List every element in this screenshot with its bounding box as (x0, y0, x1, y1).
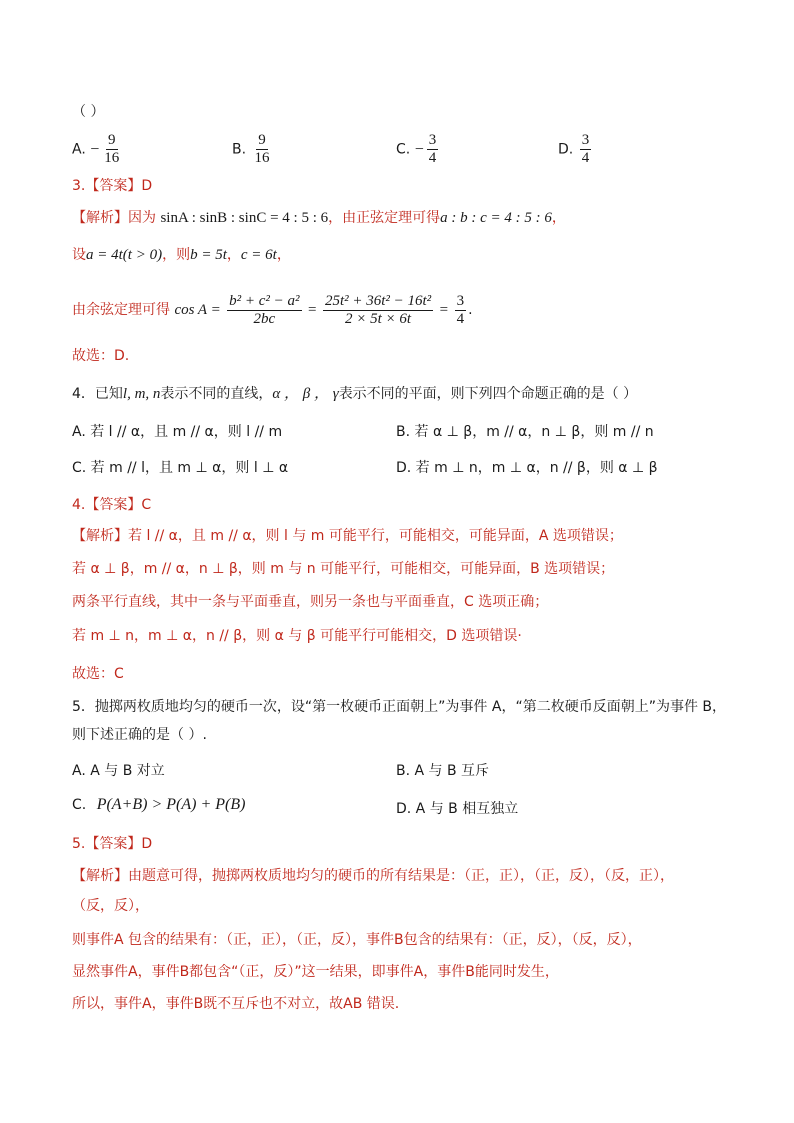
denominator: 4 (456, 310, 465, 327)
a5-answer-tag: 5.【答案】D (72, 836, 153, 852)
numerator: 3 (456, 292, 465, 309)
text: ，则 (162, 247, 191, 263)
q5-stem-line-1: 5．抛掷两枚质地均匀的硬币一次，设“第一枚硬币正面朝上”为事件 A，“第二枚硬币反面朝上”为事件 B， (72, 699, 726, 715)
a3-answer-tag: 3.【答案】D (72, 178, 153, 194)
text: 4．已知 (72, 386, 123, 402)
math: c = 6t (240, 247, 277, 263)
numerator: 25t² + 36t² − 16t² (324, 292, 432, 309)
minus-sign: − (90, 140, 100, 158)
fraction-result (455, 293, 467, 328)
text: 设 (72, 247, 86, 263)
a3-line-3 (72, 290, 473, 330)
option-letter: A. (72, 141, 86, 158)
fraction-cosine-law (227, 293, 301, 328)
fraction (253, 132, 272, 167)
text: ， (551, 210, 566, 226)
q5-stem-line-2: 则下述正确的是（ ）. (72, 727, 207, 743)
a3-line-2 (72, 245, 291, 265)
q4-stem (72, 384, 637, 404)
q5-option-a: A. A 与 B 对立 (72, 763, 165, 779)
text: 表示不同的直线， (160, 386, 273, 402)
fraction-substituted (323, 293, 433, 328)
math: b = 5t (190, 247, 227, 263)
q2-option-a (72, 132, 123, 167)
q2-answer-paren: （ ） (72, 104, 105, 120)
a4-line-4: 若 m ⊥ n，m ⊥ α，n // β，则 α 与 β 可能平行可能相交，D 选项错误· (72, 628, 522, 644)
a4-line-2: 若 α ⊥ β，m // α，n ⊥ β，则 m 与 n 可能平行，可能相交，可能异面，B 选项错误； (72, 561, 615, 577)
q5-option-b: B. A 与 B 互斥 (396, 763, 490, 779)
a5-line-1 (72, 866, 674, 886)
analysis-tag: 【解析】 (72, 868, 128, 884)
option-letter: C. (72, 797, 87, 813)
math: cos A = (174, 302, 221, 318)
fraction (102, 132, 121, 167)
q4-option-c: C. 若 m // l，且 m ⊥ α，则 l ⊥ α (72, 460, 289, 476)
q5-option-c (72, 796, 245, 814)
text: 若 l // α，且 m // α，则 l 与 m 可能平行，可能相交，可能异面，A 选项错误； (128, 528, 623, 544)
a5-line-5: 所以，事件A，事件B既不互斥也不对立，故AB 错误. (72, 996, 400, 1012)
text: ， (276, 247, 291, 263)
a4-line-3: 两条平行直线，其中一条与平面垂直，则另一条也与平面垂直，C 选项正确； (72, 594, 549, 610)
a3-line-1 (72, 208, 566, 228)
a4-conclusion: 故选：C (72, 666, 124, 682)
numerator: 9 (258, 132, 266, 148)
numerator: 9 (108, 132, 116, 148)
denominator: 16 (104, 150, 120, 166)
q5-option-d: D. A 与 B 相互独立 (396, 801, 519, 817)
q2-option-b (232, 132, 274, 167)
denominator: 4 (428, 150, 437, 166)
text: 由题意可得，抛掷两枚质地均匀的硬币的所有结果是：（正，正），（正，反），（反，正）， (128, 868, 674, 884)
text: ，由正弦定理可得 (328, 210, 441, 226)
math: a = 4t (86, 247, 123, 263)
q4-option-a: A. 若 l // α，且 m // α，则 l // m (72, 424, 283, 440)
denominator: 4 (581, 150, 590, 166)
fraction (427, 132, 439, 167)
a3-conclusion: 故选：D. (72, 348, 130, 364)
math-ratio-sides: a : b : c = 4 : 5 : 6 (440, 210, 552, 226)
text: 因为 (128, 210, 156, 226)
text: ， (226, 247, 241, 263)
a5-line-2: （反，反）， (72, 898, 149, 914)
q2-option-c (396, 132, 440, 167)
option-letter: C. (396, 141, 411, 158)
minus-sign: − (414, 140, 424, 158)
analysis-tag: 【解析】 (72, 210, 128, 226)
denominator: 2bc (253, 310, 276, 327)
numerator: 3 (581, 132, 590, 148)
q4-option-d: D. 若 m ⊥ n，m ⊥ α，n // β，则 α ⊥ β (396, 460, 658, 476)
numerator: b² + c² − a² (229, 292, 300, 309)
math: l, m, n (122, 386, 161, 402)
q2-option-d (558, 132, 593, 167)
denominator: 16 (254, 150, 270, 166)
a5-line-4: 显然事件A，事件B都包含“（正，反）”这一结果，即事件A，事件B能同时发生， (72, 964, 559, 980)
equals-sign: = (439, 302, 449, 318)
math-ratio-sines: sinA : sinB : sinC = 4 : 5 : 6 (160, 210, 329, 226)
text: 表示不同的平面，则下列四个命题正确的是（ ） (338, 386, 638, 402)
a4-line-1 (72, 526, 623, 546)
math: α ， β ， γ (272, 386, 339, 402)
option-letter: D. (558, 141, 574, 158)
analysis-tag: 【解析】 (72, 528, 128, 544)
text: 由余弦定理可得 (72, 302, 170, 318)
math: (t > 0) (122, 247, 163, 263)
equals-sign: = (308, 302, 317, 318)
period: . (468, 302, 473, 318)
q4-option-b: B. 若 α ⊥ β，m // α，n ⊥ β，则 m // n (396, 424, 654, 440)
denominator: 2 × 5t × 6t (345, 310, 412, 327)
math-inequality: P(A+B) > P(A) + P(B) (96, 796, 246, 813)
a4-answer-tag: 4.【答案】C (72, 497, 152, 513)
a5-line-3: 则事件A 包含的结果有：（正，正），（正，反），事件B包含的结果有：（正，反），（反，反）， (72, 932, 642, 948)
numerator: 3 (428, 132, 437, 148)
fraction (580, 132, 592, 167)
option-letter: B. (232, 141, 247, 158)
